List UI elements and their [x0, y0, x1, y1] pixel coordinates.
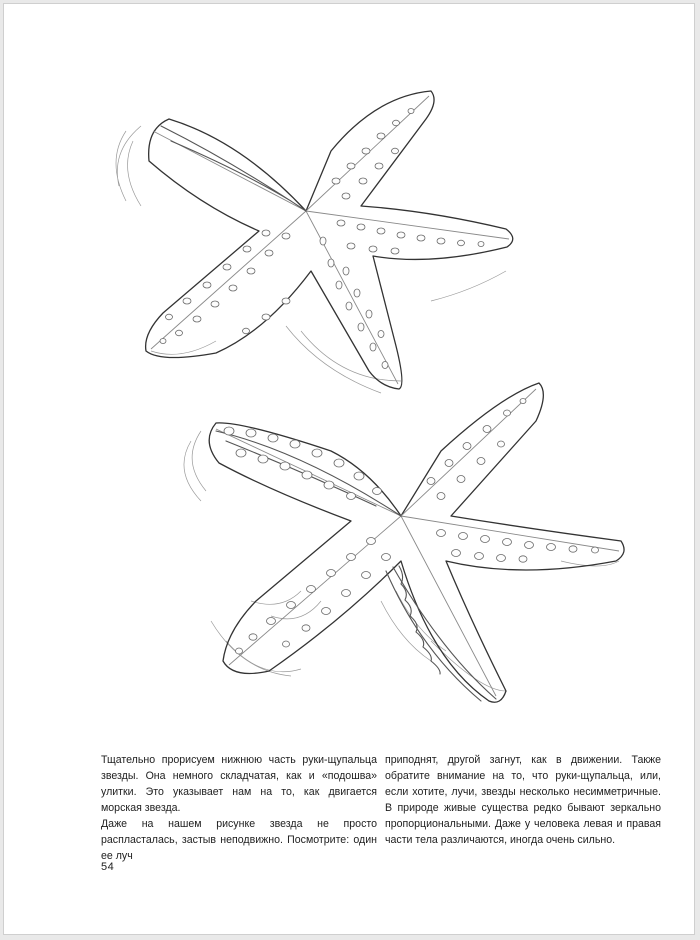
- book-page: [3, 3, 695, 935]
- tube-feet: [160, 109, 484, 369]
- paragraph: приподнят, другой загнут, как в движении. Также обратите внимание на то, что руки-щупальца, или, если хотите, лучи, звезды несколько несимметричные. В природе живые существа редко бывают зеркально пропорциональными. Даже у человека левая и правая части тела различаются, иногда очень сильно.: [385, 754, 661, 846]
- text-column-left: [101, 752, 377, 864]
- paragraph: Даже на нашем рисунке звезда не просто распласталась, застыв неподвижно. Посмотрите: один ее луч: [101, 818, 377, 862]
- page-number: 54: [101, 861, 115, 873]
- tube-feet: [224, 399, 599, 655]
- starfish-top: [116, 91, 513, 393]
- text-column-right: [385, 752, 661, 848]
- starfish-illustration: [4, 4, 696, 744]
- paragraph: Тщательно прорисуем нижнюю часть руки-щупальца звезды. Она немного складчатая, как и «подошва» улитки. Это указывает нам на то, как двигается морская звезда.: [101, 754, 377, 814]
- starfish-bottom: [184, 383, 624, 702]
